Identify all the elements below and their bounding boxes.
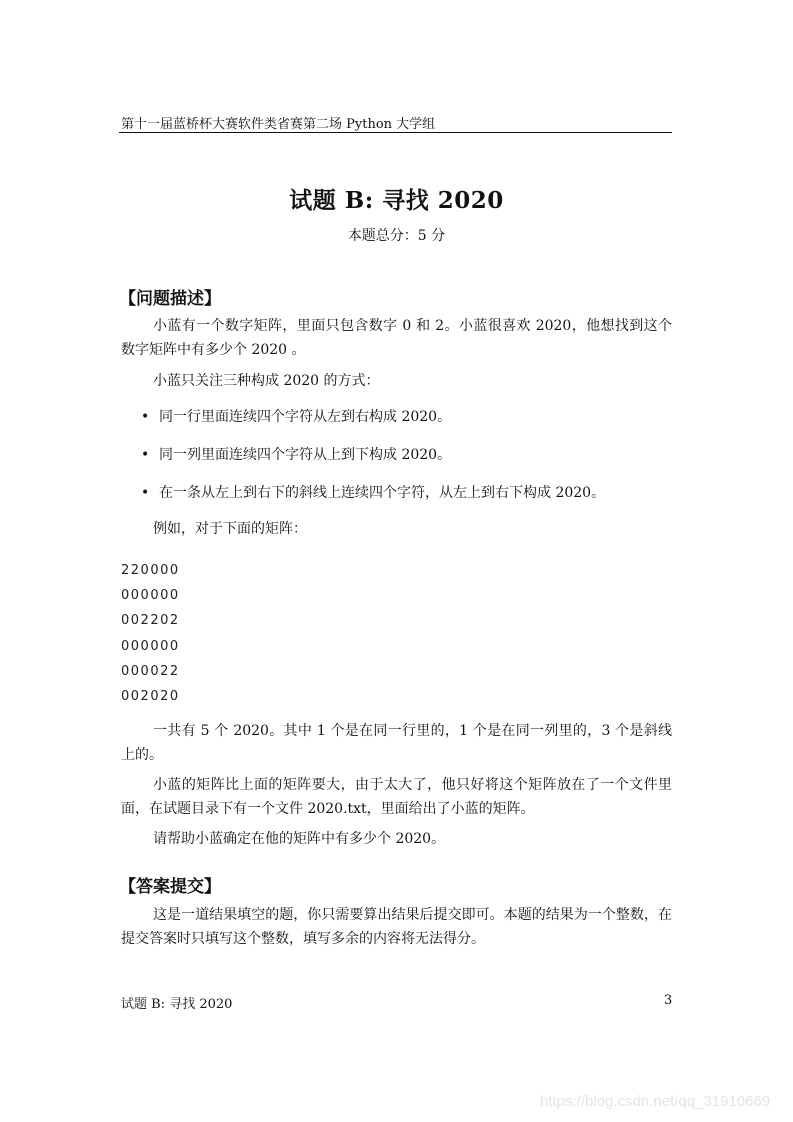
- matrix-row: 000022: [121, 663, 180, 679]
- paragraph-ways: 小蓝只关注三种构成 2020 的方式：: [153, 373, 380, 389]
- paragraph-intro: 小蓝有一个数字矩阵，里面只包含数字 0 和 2。小蓝很喜欢 2020，他想找到这个数字矩阵中有多少个 2020 。: [121, 318, 672, 358]
- matrix-row: 002202: [121, 613, 180, 629]
- section-heading-answer: 【答案提交】: [119, 877, 221, 897]
- example-matrix: [121, 558, 180, 709]
- matrix-row: 220000: [121, 563, 180, 578]
- paragraph-count-explanation: 一共有 5 个 2020。其中 1 个是在同一行里的，1 个是在同一列里的，3 个是斜线上的。: [121, 723, 672, 763]
- paragraph-task: 请帮助小蓝确定在他的矩阵中有多少个 2020。: [153, 831, 446, 847]
- bullet-icon: •: [141, 485, 150, 501]
- watermark: https://blog.csdn.net/qq_31910669: [540, 1093, 771, 1110]
- matrix-row: 000000: [121, 638, 180, 654]
- bullet-icon: •: [141, 447, 150, 463]
- bullet-text: 同一列里面连续四个字符从上到下构成 2020。: [159, 447, 452, 463]
- paragraph-answer-rules: 这是一道结果填空的题，你只需要算出结果后提交即可。本题的结果为一个整数，在提交答案时只填写这个整数，填写多余的内容将无法得分。: [121, 907, 672, 947]
- problem-score: 本题总分：5 分: [347, 228, 446, 244]
- running-header: 第十一届蓝桥杯大赛软件类省赛第二场 Python 大学组: [121, 117, 436, 132]
- footer-title: 试题 B: 寻找 2020: [121, 997, 233, 1012]
- bullet-item: [141, 444, 451, 464]
- paragraph-example: 例如，对于下面的矩阵：: [153, 521, 307, 537]
- section-heading-description: 【问题描述】: [119, 289, 221, 309]
- bullet-item: [141, 482, 605, 502]
- problem-title: 试题 B: 寻找 2020: [289, 187, 504, 214]
- paragraph-file: 小蓝的矩阵比上面的矩阵要大，由于太大了，他只好将这个矩阵放在了一个文件里面，在试题目录下有一个文件 2020.txt，里面给出了小蓝的矩阵。: [121, 777, 672, 817]
- matrix-row: 000000: [121, 588, 180, 604]
- page-number: 3: [664, 993, 673, 1008]
- bullet-text: 同一行里面连续四个字符从左到右构成 2020。: [159, 409, 452, 425]
- matrix-row: 002020: [121, 688, 180, 704]
- bullet-icon: •: [141, 409, 150, 425]
- bullet-text: 在一条从左上到右下的斜线上连续四个字符，从左上到右下构成 2020。: [159, 485, 606, 501]
- header-rule: [119, 132, 672, 133]
- bullet-item: [141, 406, 451, 426]
